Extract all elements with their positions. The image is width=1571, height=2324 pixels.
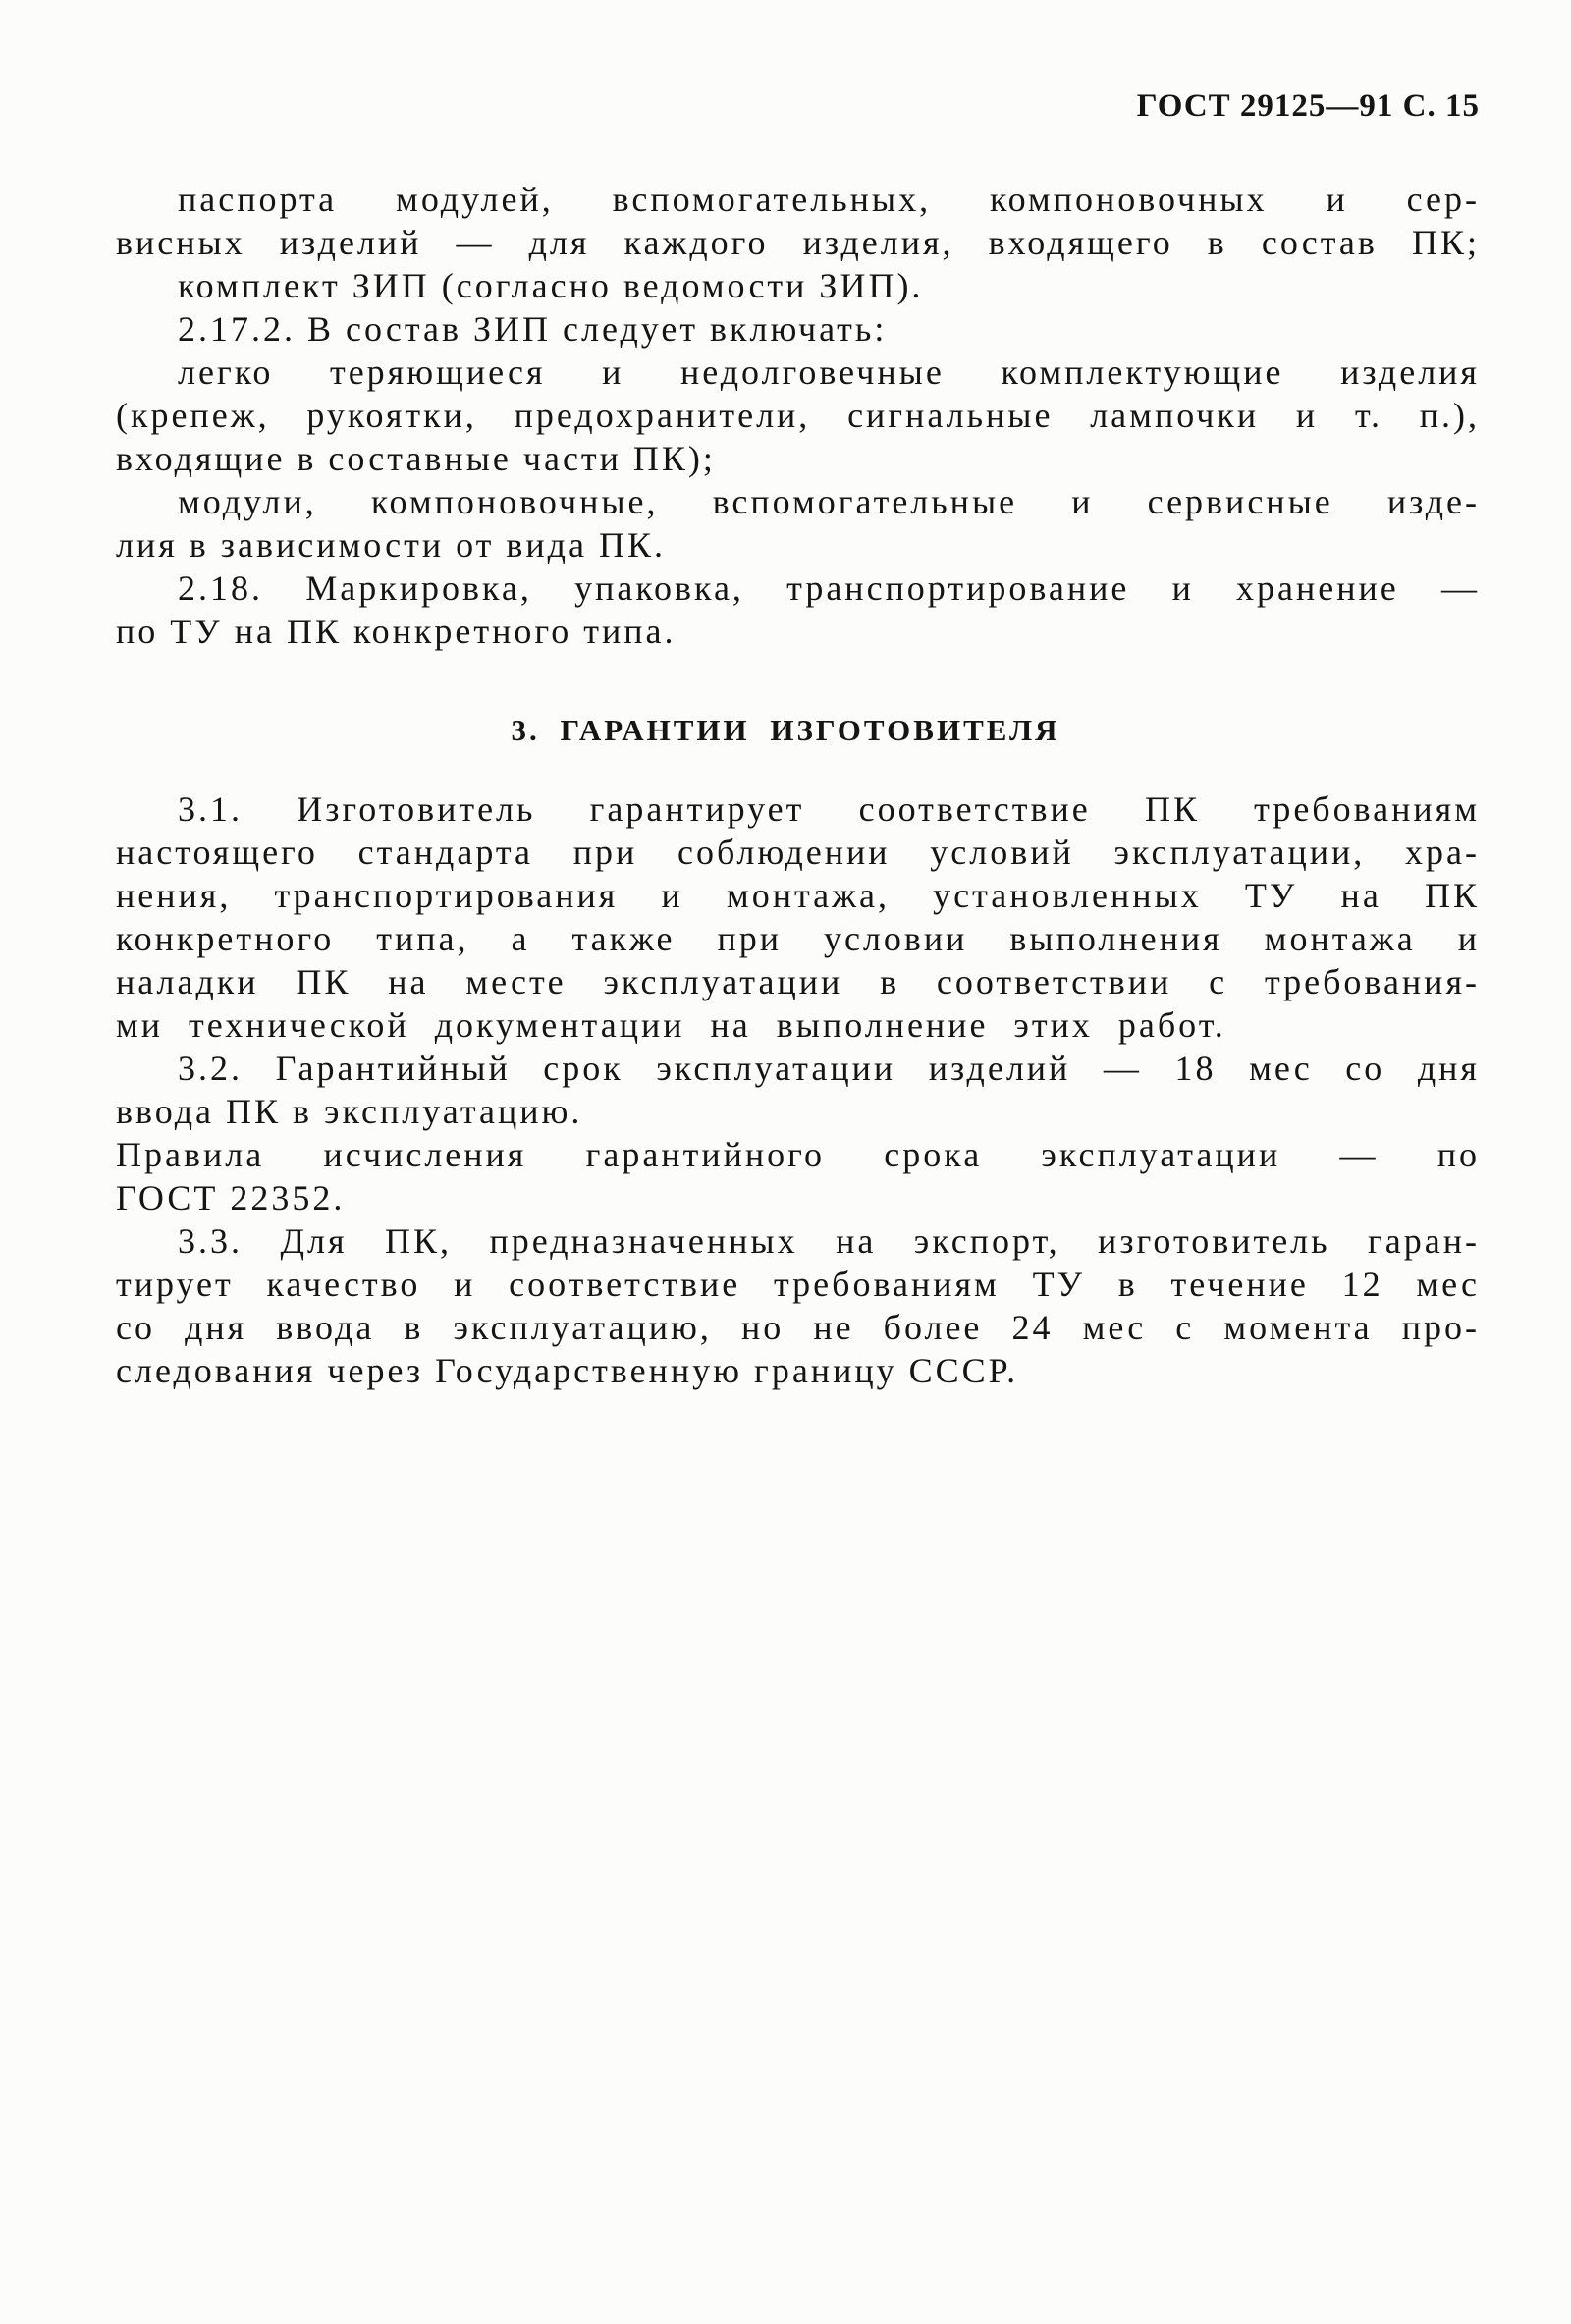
text-line: 2.17.2. В состав ЗИП следует включать: bbox=[178, 309, 888, 349]
paragraph bbox=[116, 1133, 1480, 1219]
text-line: 3.1. Изготовитель гарантирует соответствие ПК требованиям bbox=[178, 789, 1480, 829]
paragraph bbox=[116, 264, 1480, 307]
text-line: (крепеж, рукоятки, предохранители, сигнальные лампочки и т. п.), bbox=[116, 396, 1480, 435]
paragraph bbox=[116, 1219, 1480, 1392]
text-line: 2.18. Маркировка, упаковка, транспортирование и хранение — bbox=[178, 568, 1480, 608]
text-line: настоящего стандарта при соблюдении условий эксплуатации, хра- bbox=[116, 833, 1480, 872]
text-line: лия в зависимости от вида ПК. bbox=[116, 525, 666, 565]
text-line: ми технической документации на выполнение этих работ. bbox=[116, 1005, 1226, 1045]
text-line: следования через Государственную границу СССР. bbox=[116, 1351, 1019, 1390]
text-line: ввода ПК в эксплуатацию. bbox=[116, 1092, 583, 1131]
text-line: 3.2. Гарантийный срок эксплуатации изделий — 18 мес со дня bbox=[178, 1049, 1480, 1088]
text-line: конкретного типа, а также при условии выполнения монтажа и bbox=[116, 919, 1480, 958]
text-line: по ТУ на ПК конкретного типа. bbox=[116, 612, 677, 651]
running-header: ГОСТ 29125—91 С. 15 bbox=[1136, 88, 1480, 124]
paragraph bbox=[116, 178, 1480, 264]
text-line: тирует качество и соответствие требованиям ТУ в течение 12 мес bbox=[116, 1265, 1480, 1304]
paragraph bbox=[116, 480, 1480, 567]
text-block bbox=[116, 787, 1480, 1392]
text-line: легко теряющиеся и недолговечные комплектующие изделия bbox=[178, 352, 1480, 392]
text-line: модули, компоновочные, вспомогательные и сервисные изде- bbox=[178, 482, 1480, 521]
text-line: наладки ПК на месте эксплуатации в соответствии с требования- bbox=[116, 962, 1480, 1001]
text-line: Правила исчисления гарантийного срока эксплуатации — по bbox=[116, 1135, 1480, 1174]
text-line: ГОСТ 22352. bbox=[116, 1178, 346, 1217]
text-line: висных изделий — для каждого изделия, входящего в состав ПК; bbox=[116, 223, 1480, 262]
text-line: нения, транспортирования и монтажа, установленных ТУ на ПК bbox=[116, 876, 1480, 915]
text-line: со дня ввода в эксплуатацию, но не более 24 мес с момента про- bbox=[116, 1308, 1480, 1347]
paragraph bbox=[116, 567, 1480, 653]
paragraph bbox=[116, 787, 1480, 1047]
text-line: входящие в составные части ПК); bbox=[116, 439, 716, 478]
text-line: комплект ЗИП (согласно ведомости ЗИП). bbox=[178, 266, 924, 305]
section-heading-wrap bbox=[0, 709, 1571, 752]
text-block bbox=[116, 178, 1480, 653]
paragraph bbox=[116, 307, 1480, 351]
section-heading: 3. ГАРАНТИИ ИЗГОТОВИТЕЛЯ bbox=[511, 713, 1060, 747]
paragraph bbox=[116, 351, 1480, 480]
text-line: паспорта модулей, вспомогательных, компоновочных и сер- bbox=[178, 180, 1480, 219]
paragraph bbox=[116, 1047, 1480, 1133]
text-line: 3.3. Для ПК, предназначенных на экспорт, изготовитель гаран- bbox=[178, 1221, 1480, 1261]
